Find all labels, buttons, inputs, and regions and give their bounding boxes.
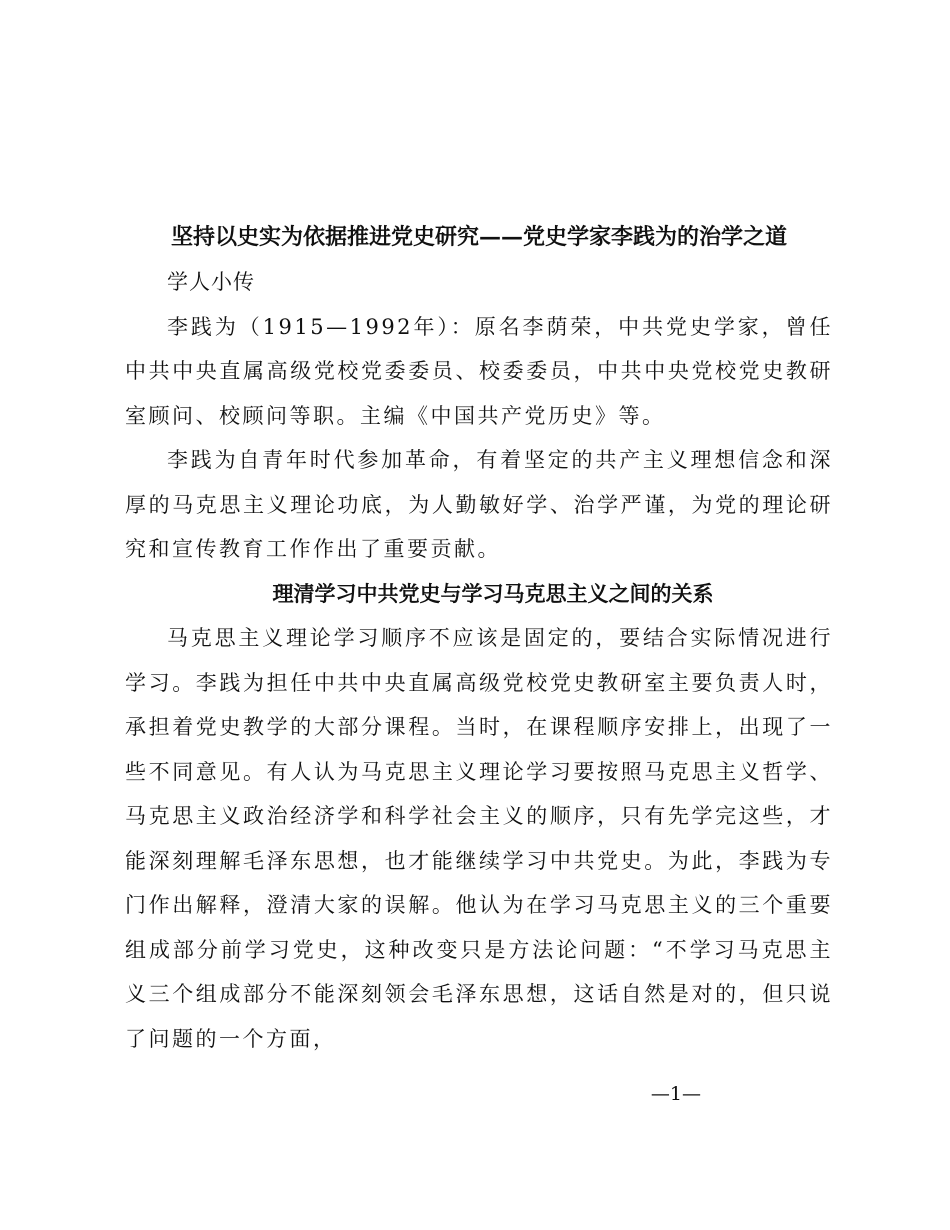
page-number: —1— [650, 1083, 701, 1105]
document-page [125, 0, 833, 1230]
biography-paragraph: 李践为自青年时代参加革命，有着坚定的共产主义理想信念和深厚的马克思主义理论功底，为人勤敏好学、治学严谨，为党的理论研究和宣传教育工作作出了重要贡献。 [125, 448, 833, 561]
biography-paragraph: 李践为（1915—1992年）：原名李荫荣，中共党史学家，曾任中共中央直属高级党校党委委员、校委委员，中共中央党校党史教研室顾问、校顾问等职。主编《中国共产党历史》等。 [125, 314, 833, 428]
document-body [125, 260, 833, 1061]
section-label: 学人小传 [167, 270, 255, 294]
section-heading: 理清学习中共党史与学习马克思主义之间的关系 [272, 580, 714, 606]
body-paragraph: 马克思主义理论学习顺序不应该是固定的，要结合实际情况进行学习。李践为担任中共中央直属高级党校党史教研室主要负责人时，承担着党史教学的大部分课程。当时，在课程顺序安排上，出现了一些不同意见。有人认为马克思主义理论学习要按照马克思主义哲学、马克思主义政治经济学和科学社会主义的顺序，只有先学完这些，才能深刻理解毛泽东思想，也才能继续学习中共党史。为此，李践为专门作出解释，澄清大家的误解。他认为在学习马克思主义的三个重要组成部分前学习党史，这种改变只是方法论问题：“不学习马克思主义三个组成部分不能深刻领会毛泽东思想，这话自然是对的，但只说了问题的一个方面， [125, 626, 833, 1051]
document-title: 坚持以史实为依据推进党史研究——党史学家李践为的治学之道 [170, 224, 787, 250]
